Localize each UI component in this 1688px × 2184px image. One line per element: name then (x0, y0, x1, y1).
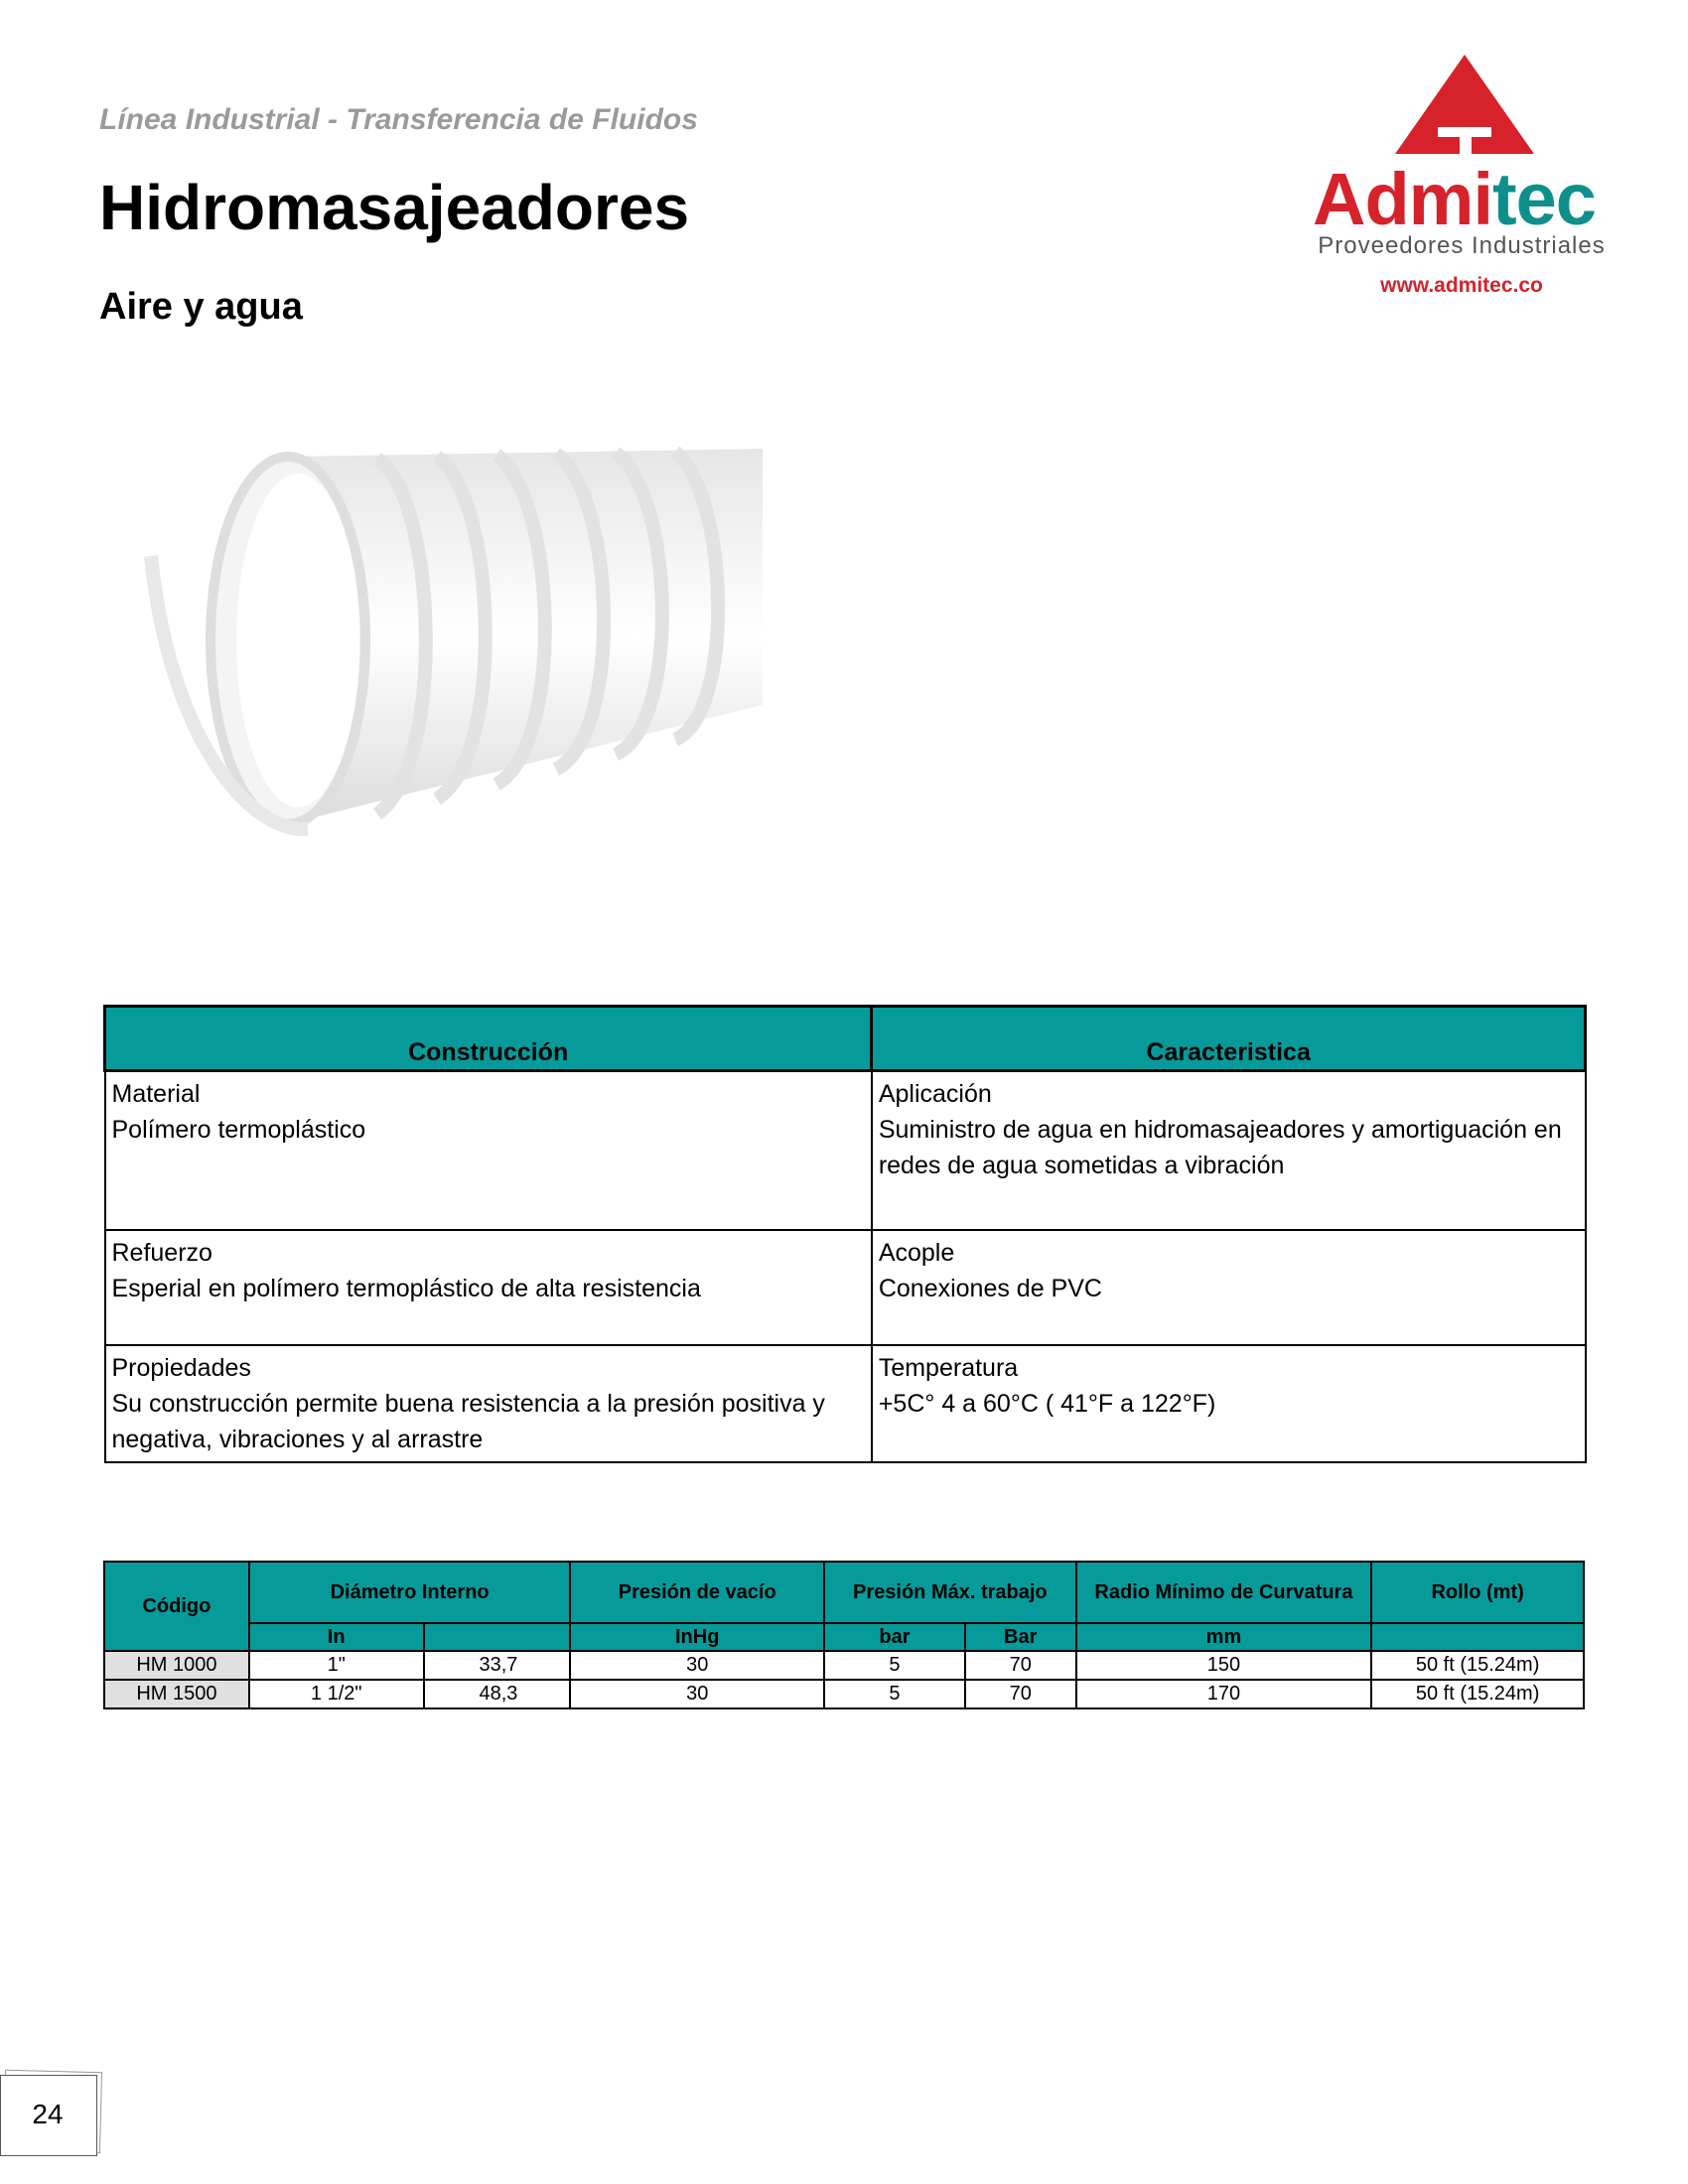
page-number: 24 (0, 2071, 99, 2158)
code-cell: HM 1000 (104, 1651, 249, 1680)
roll-cell: 50 ft (15.24m) (1371, 1651, 1584, 1680)
bar-cell: 5 (824, 1651, 965, 1680)
table-row (105, 1071, 1586, 1231)
table-row (104, 1680, 1584, 1708)
characteristic-cell: Temperatura +5C° 4 a 60°C ( 41°F a 122°F) (872, 1345, 1586, 1462)
diameter-header: Diámetro Interno (249, 1562, 571, 1623)
logo-wordmark: Admitec (1313, 158, 1596, 240)
construction-cell: Refuerzo Esperial en polímero termoplástico de alta resistencia (105, 1230, 872, 1345)
product-table (103, 1561, 1585, 1709)
pressure-header: Presión Máx. trabajo (824, 1562, 1076, 1623)
construction-cell: Propiedades Su construcción permite buena resistencia a la presión positiva y negativa, vibraciones y al arrastre (105, 1345, 872, 1462)
radius-cell: 150 (1076, 1651, 1372, 1680)
vacuum-cell: 30 (570, 1651, 824, 1680)
mm-cell: 33,7 (424, 1651, 571, 1680)
radius-header: Radio Mínimo de Curvatura (1076, 1562, 1372, 1623)
table-row (105, 1345, 1586, 1462)
unit-mm: mm (1076, 1623, 1372, 1651)
construction-header: Construcción (105, 1007, 872, 1071)
page-title: Hidromasajeadores (99, 172, 690, 243)
in-cell: 1" (249, 1651, 424, 1680)
in-cell: 1 1/2" (249, 1680, 424, 1708)
roll-header: Rollo (mt) (1371, 1562, 1584, 1623)
characteristic-cell: Aplicación Suministro de agua en hidromasajeadores y amortiguación en redes de agua sometidas a vibración (872, 1071, 1586, 1231)
unit-blank (424, 1623, 571, 1651)
construction-table (103, 1005, 1587, 1463)
logo-tagline: Proveedores Industriales (1318, 232, 1606, 259)
roll-cell: 50 ft (15.24m) (1371, 1680, 1584, 1708)
characteristic-header: Caracteristica (872, 1007, 1586, 1071)
characteristic-cell: Acople Conexiones de PVC (872, 1230, 1586, 1345)
logo-url-link[interactable]: www.admitec.co (1380, 274, 1543, 297)
vacuum-cell: 30 (570, 1680, 824, 1708)
mm-cell: 48,3 (424, 1680, 571, 1708)
hose-image (139, 437, 774, 854)
unit-in: In (249, 1623, 424, 1651)
radius-cell: 170 (1076, 1680, 1372, 1708)
table-row (104, 1651, 1584, 1680)
vacuum-header: Presión de vacío (570, 1562, 824, 1623)
bar-cell: 5 (824, 1680, 965, 1708)
code-header: Código (104, 1562, 249, 1651)
unit-bar-2: Bar (965, 1623, 1076, 1651)
section-line: Línea Industrial - Transferencia de Fluidos (99, 103, 698, 136)
code-cell: HM 1500 (104, 1680, 249, 1708)
unit-bar: bar (824, 1623, 965, 1651)
table-row (105, 1230, 1586, 1345)
bar2-cell: 70 (965, 1680, 1076, 1708)
bar2-cell: 70 (965, 1651, 1076, 1680)
unit-inhg: InHg (570, 1623, 824, 1651)
page-subtitle: Aire y agua (99, 286, 303, 328)
unit-roll-blank (1371, 1623, 1584, 1651)
construction-cell: Material Polímero termoplástico (105, 1071, 872, 1231)
